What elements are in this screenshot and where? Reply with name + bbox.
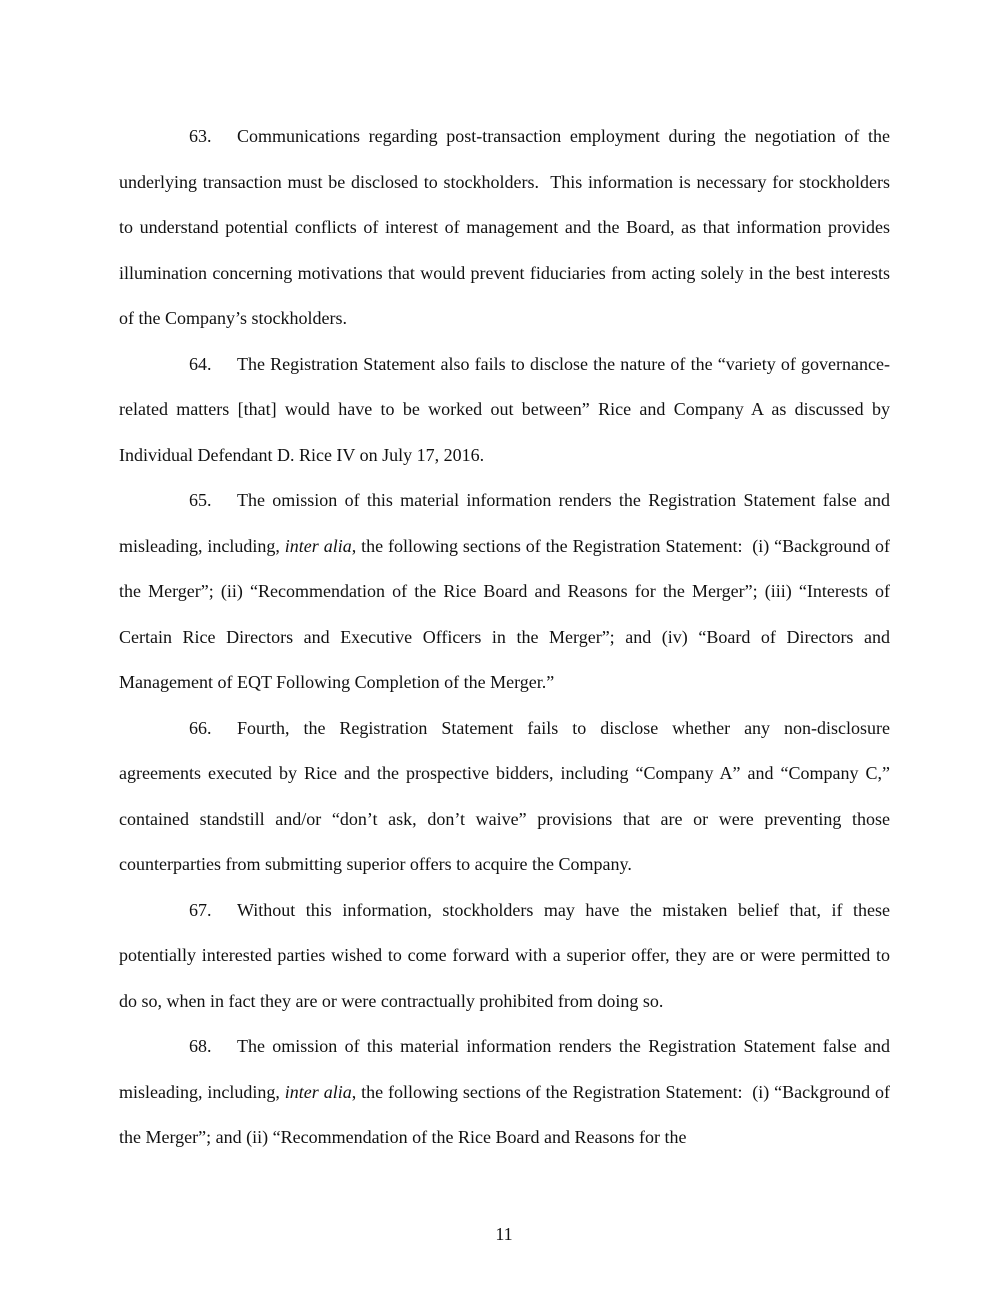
paragraph-text: Communications regarding post-transaction employment during the negotiation of the underlying transaction must be disclosed to stockholders. This information is necessary for stockholders to understand potential conflicts of interest of management and the Board, as that information provides illumination concerning motivations that would prevent fiduciaries from acting solely in the best interests of the Company’s stockholders. xyxy=(119,126,890,328)
italic-text: inter alia xyxy=(284,1081,352,1102)
paragraph xyxy=(119,1024,890,1161)
document-body xyxy=(119,114,890,1161)
paragraph-number: 66. xyxy=(189,717,212,738)
paragraph-text: The omission of this material information renders the Registration Statement false and misleading, including, xyxy=(119,1036,890,1102)
paragraph-text: Without this information, stockholders may have the mistaken belief that, if these potentially interested parties wished to come forward with a superior offer, they are or were permitted to do so, when in fact they are or were contractually prohibited from doing so. xyxy=(119,899,890,1011)
paragraph-text: , the following sections of the Registration Statement: (i) “Background of the Merger”; (ii) “Recommendation of the Rice Board and Reasons for the Merger”; (iii) “Interests of Certain Rice Directors and Executive Officers in the Merger”; and (iv) “Board of Directors and Management of EQT Following Completion of the Merger.” xyxy=(119,535,891,692)
paragraph xyxy=(119,888,890,1025)
paragraph-number: 63. xyxy=(189,126,212,146)
paragraph-number: 68. xyxy=(189,1036,212,1056)
paragraph-text: Fourth, the Registration Statement fails to disclose whether any non-disclosure agreements executed by Rice and the prospective bidders, including “Company A” and “Company C,” contained standstill and/or “don’t ask, don’t waive” provisions that are or were preventing those counterparties from submitting superior offers to acquire the Company. xyxy=(119,717,890,874)
paragraph-number: 67. xyxy=(189,899,212,920)
page-number: 11 xyxy=(495,1224,513,1244)
paragraph-text: The omission of this material information renders the Registration Statement false and misleading, including, xyxy=(119,490,890,556)
paragraph-text: The Registration Statement also fails to disclose the nature of the “variety of governance-related matters [that] would have to be worked out between” Rice and Company A as discussed by Individual Defendant D. Rice IV on July 17, 2016. xyxy=(119,353,890,465)
paragraph-number: 64. xyxy=(189,353,212,374)
paragraph-text: , the following sections of the Registration Statement: (i) “Background of the Merger”; and (ii) “Recommendation of the Rice Board and Reasons for the xyxy=(119,1081,891,1147)
paragraph-number: 65. xyxy=(189,490,212,510)
paragraph xyxy=(119,706,890,888)
italic-text: inter alia xyxy=(284,535,352,556)
paragraph xyxy=(119,342,890,479)
paragraph xyxy=(119,114,890,342)
paragraph xyxy=(119,478,890,706)
